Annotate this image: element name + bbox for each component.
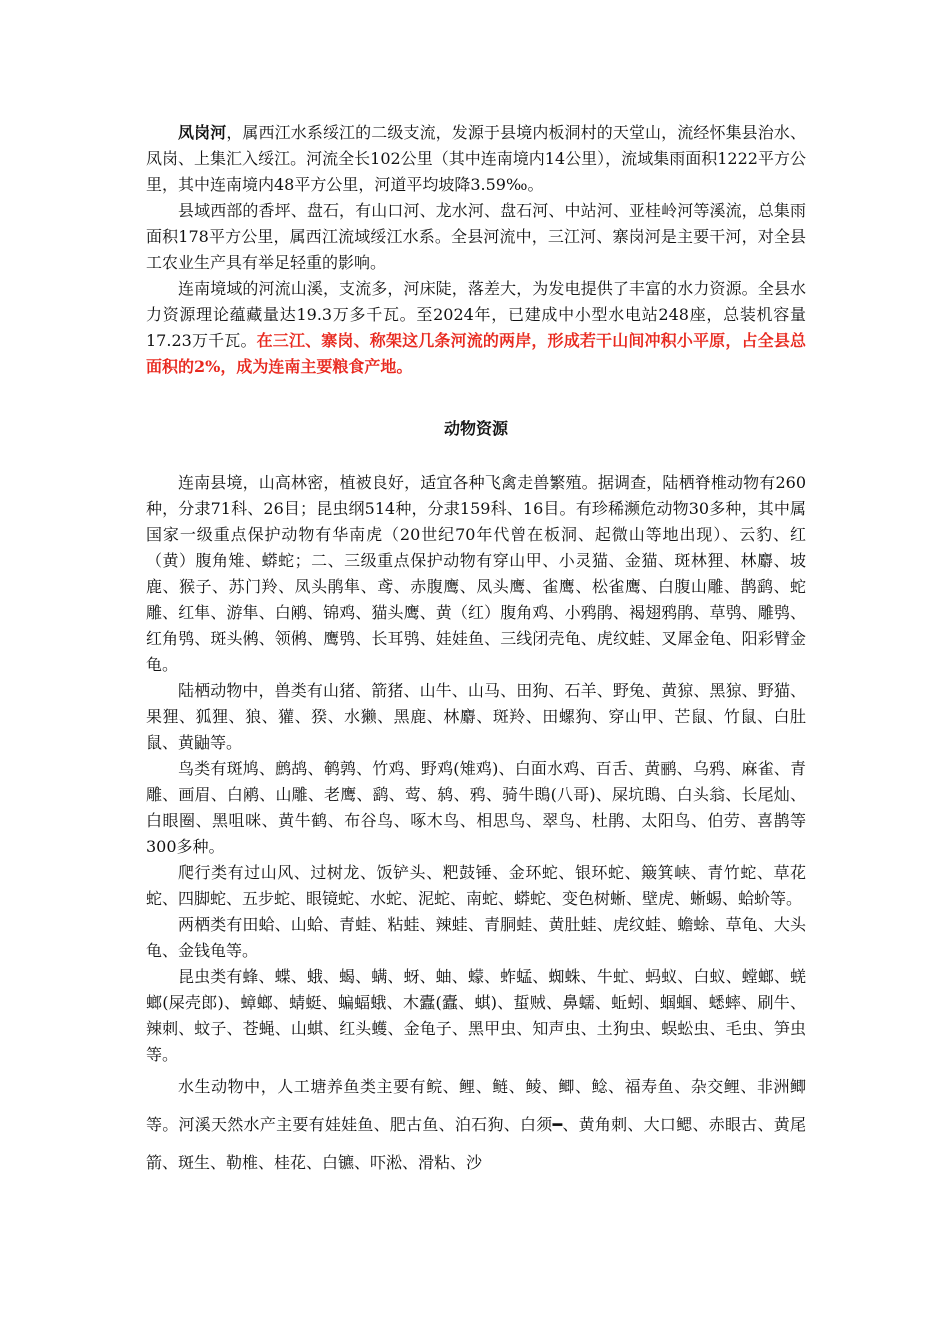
paragraph-lead-term: 凤岗河 [178,123,227,142]
paragraph-animal-overview: 连南县境，山高林密，植被良好，适宜各种飞禽走兽繁殖。据调查，陆栖脊椎动物有260种，分隶71科、26目；昆虫纲514种，分隶159科、16目。有珍稀濒危动物30多种，其中属国家一级重点保护动物有华南虎（20世纪70年代曾在板洞、起微山等地出现）、云豹、红（黄）腹角雉、蟒蛇；二、三级重点保护动物有穿山甲、小灵猫、金猫、斑林狸、林麝、坡鹿、猴子、苏门羚、凤头鹃隼、鸢、赤腹鹰、凤头鹰、雀鹰、松雀鹰、白腹山雕、鹊鹞、蛇雕、红隼、游隼、白鹇、锦鸡、猫头鹰、黄（红）腹角鸡、小鸦鹃、褐翅鸦鹃、草鸮、雕鸮、红角鸮、斑头鸺、领鸺、鹰鸮、长耳鸮、娃娃鱼、三线闭壳龟、虎纹蛙、叉犀金龟、阳彩臂金龟。 [146,473,806,674]
paragraph-text: ，属西江水系绥江的二级支流，发源于县境内板洞村的天堂山，流经怀集县治水、凤岗、上集汇入绥江。河流全长102公里（其中连南境内14公里），流域集雨面积1222平方公里，其中连南境内48平方公里，河道平均坡降3.59‰。 [146,123,806,194]
highlighted-text: 在三江、寨岗、称架这几条河流的两岸，形成若干山间冲积小平原，占全县总面积的2%，成为连南主要粮食产地。 [146,331,806,376]
paragraph-mammals: 陆栖动物中，兽类有山猪、箭猪、山牛、山马、田狗、石羊、野兔、黄猄、黑猄、野猫、果狸、狐狸、狼、獾、猤、水獭、黑鹿、林麝、斑羚、田螺狗、穿山甲、芒鼠、竹鼠、白肚鼠、黄鼬等。 [146,681,806,752]
paragraph-aquatic: 水生动物中，人工塘养鱼类主要有鲩、鲤、鲢、鲮、鲫、鲶、福寿鱼、杂交鲤、非洲鲫等。河溪天然水产主要有娃娃鱼、肥古鱼、泊石狗、白须━、黄角刺、大口鳃、赤眼古、黄尾箭、斑生、勒椎、桂花、白镳、吓淞、滑粘、沙 [146,1077,806,1172]
document-page [146,120,806,1182]
paragraph-hydropower [146,276,806,380]
paragraph-western-streams [146,198,806,276]
paragraph-birds: 鸟类有斑鸠、鹧鸪、鹌鹑、竹鸡、野鸡(雉鸡)、白面水鸡、百舌、黄鹂、乌鸦、麻雀、青雕、画眉、白鹇、山雕、老鹰、鹞、莺、鸫、鸦、骑牛鵖(八哥)、屎坑鵖、白头翁、长尾灿、白眼圈、黑咀咪、黄牛鹤、布谷鸟、啄木鸟、相思鸟、翠鸟、杜鹃、太阳鸟、伯劳、喜鹊等300多种。 [146,759,806,856]
section-title: 动物资源 [443,419,508,438]
paragraph-insects: 昆虫类有蜂、蝶、蛾、蝎、螨、蚜、蚰、蠓、蚱蜢、蜘蛛、牛虻、蚂蚁、白蚁、螳螂、蜣螂(屎壳郎)、蟑螂、蜻蜓、蝙蝠蛾、木蠹(蠹、蜞)、蜇贼、鼻蠕、蚯蚓、蝈蝈、蟋蟀、刷牛、辣刺、蚊子、苍蝇、山蜞、红头蠖、金龟子、黑甲虫、知声虫、土狗虫、蜈蚣虫、毛虫、笋虫等。 [146,967,806,1064]
paragraph-text: 连南境域的河流山溪，支流多，河床陡，落差大，为发电提供了丰富的水力资源。全县水力资源理论蕴藏量达19.3万多千瓦。至2024年，已建成中小型水电站248座，总装机容量17.23万千瓦。 [146,279,806,350]
paragraph-fenggang-river [146,120,806,198]
paragraph-reptiles: 爬行类有过山风、过树龙、饭铲头、粑鼓锤、金环蛇、银环蛇、簸箕峡、青竹蛇、草花蛇、四脚蛇、五步蛇、眼镜蛇、水蛇、泥蛇、南蛇、蟒蛇、变色树蜥、壁虎、蜥蜴、蛤蚧等。 [146,863,806,908]
paragraph-text: 县域西部的香坪、盘石，有山口河、龙水河、盘石河、中站河、亚桂岭河等溪流，总集雨面积178平方公里，属西江流域绥江水系。全县河流中，三江河、寨岗河是主要干河，对全县工农业生产具有举足轻重的影响。 [146,201,806,272]
paragraph-amphibians: 两栖类有田蛤、山蛤、青蛙、粘蛙、辣蛙、青胴蛙、黄肚蛙、虎纹蛙、蟾蜍、草龟、大头龟、金钱龟等。 [146,915,806,960]
